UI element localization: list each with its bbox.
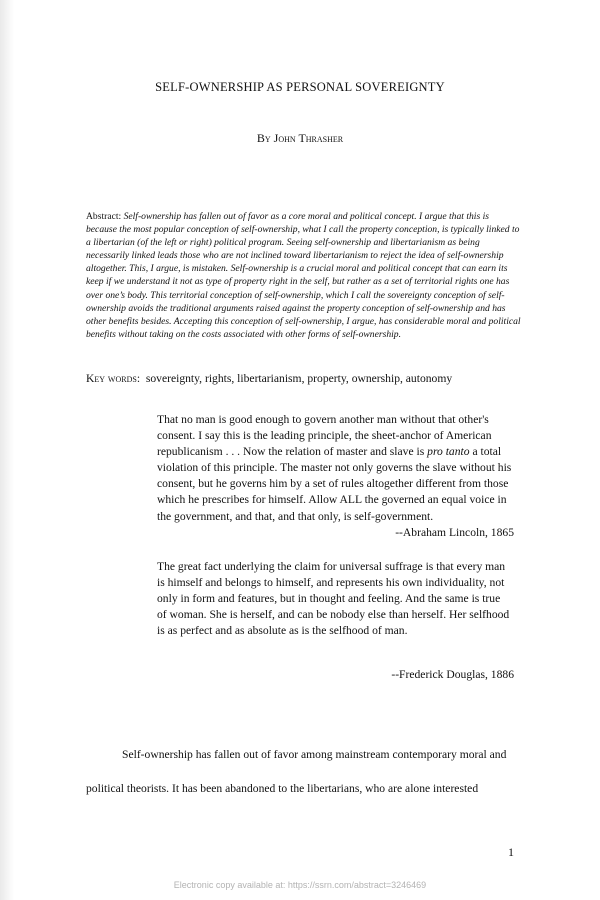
epigraph-attribution-lincoln: --Abraham Lincoln, 1865 — [395, 526, 514, 539]
quote-italic-phrase: pro tanto — [427, 445, 470, 459]
author-line: By John Thrasher — [256, 131, 344, 145]
keywords-list: sovereignty, rights, libertarianism, property, ownership, autonomy — [145, 372, 453, 385]
keywords-label: Key words: — [86, 372, 141, 385]
epigraph-lincoln — [157, 412, 512, 525]
epigraph-attribution-douglas: --Frederick Douglas, 1886 — [391, 668, 514, 681]
abstract-label: Abstract: — [86, 211, 122, 222]
paper-title: SELF-OWNERSHIP AS PERSONAL SOVEREIGNTY — [155, 80, 445, 94]
page-number: 1 — [508, 845, 514, 859]
epigraph-douglas: The great fact underlying the claim for universal suffrage is that every man is himself and belongs to himself, and represents his own individuality, not only in form and features, but in thought and feeling. And the same is true of woman. She is herself, and can be nobody else than herself. Her selfhood is as perfect and as absolute as is the selfhood of man. — [157, 560, 510, 638]
quote-text-part: That no man is good enough to govern another man without that other's consent. I say this is the leading principle, the sheet-anchor of American republicanism . . . Now the relation of master and slave is — [157, 413, 492, 459]
ssrn-footer: Electronic copy available at: https://ssrn.com/abstract=3246469 — [173, 880, 427, 890]
abstract-text: Self-ownership has fallen out of favor as a core moral and political concept. I argue that this is because the most popular conception of self-ownership, what I call the property conception, is typically linked to a libertarian (of the left or right) political program. Seeing self-ownership and libertarianism as being necessarily linked leads those who are not inclined toward libertarianism to reject the idea of self-ownership altogether. This, I argue, is mistaken. Self-ownership is a crucial moral and political concept that can earn its keep if we understand it not as type of property right in the self, but rather as a set of territorial rights one has over one’s body. This territorial conception of self-ownership, which I call the sovereignty conception of self-ownership avoids the traditional arguments raised against the property conception of self-ownership and has other benefits besides. Accepting this conception of self-ownership, I argue, has considerable moral and political benefits without taking on the costs associated with other forms of self-ownership. — [86, 211, 521, 340]
body-paragraph: Self-ownership has fallen out of favor among mainstream contemporary moral and political theorists. It has been abandoned to the libertarians, who are alone interested — [86, 748, 507, 795]
abstract — [86, 210, 522, 341]
keywords — [86, 372, 526, 385]
quote-text-part: a total violation of this principle. The master not only governs the slave without his consent, but he governs him by a set of rules altogether different from those which he prescribes for himself. Allow ALL the governed an equal voice in the government, and that, and that only, is self-government. — [157, 445, 512, 523]
